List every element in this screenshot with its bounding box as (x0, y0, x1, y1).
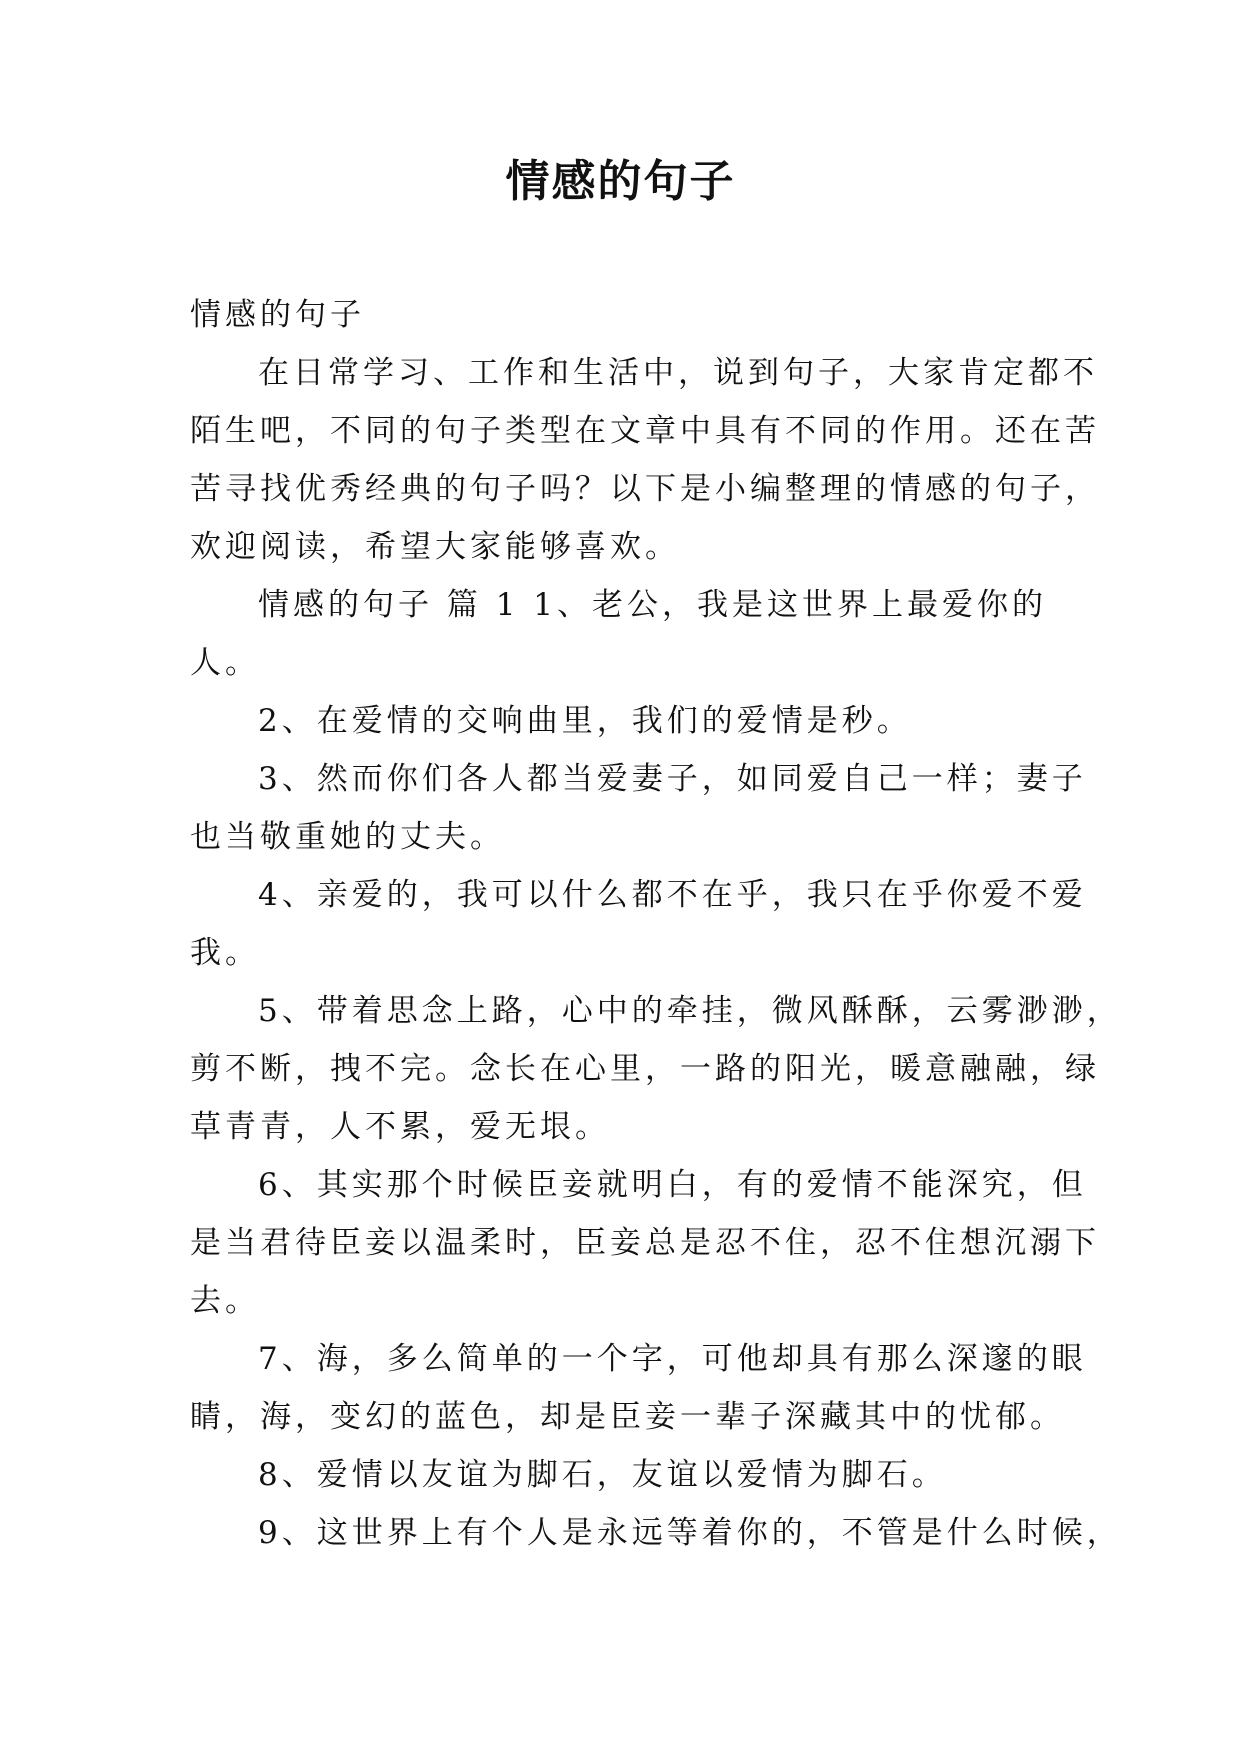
body-line: 9、这世界上有个人是永远等着你的，不管是什么时候， (258, 1515, 1122, 1551)
body-line: 4、亲爱的，我可以什么都不在乎，我只在乎你爱不爱 (258, 877, 1087, 913)
body-line: 欢迎阅读，希望大家能够喜欢。 (190, 529, 680, 565)
body-line: 去。 (190, 1283, 260, 1319)
body-line: 也当敬重她的丈夫。 (190, 819, 505, 855)
body-line: 是当君待臣妾以温柔时，臣妾总是忍不住，忍不住想沉溺下 (190, 1225, 1100, 1261)
body-line: 6、其实那个时候臣妾就明白，有的爱情不能深究，但 (258, 1167, 1087, 1203)
document-title: 情感的句子 (505, 156, 736, 207)
body-line: 8、爱情以友谊为脚石，友谊以爱情为脚石。 (258, 1457, 947, 1493)
body-line: 情感的句子 (190, 297, 365, 333)
body-line: 我。 (190, 935, 260, 971)
body-line: 2、在爱情的交响曲里，我们的爱情是秒。 (258, 703, 912, 739)
body-line: 睛，海，变幻的蓝色，却是臣妾一辈子深藏其中的忧郁。 (190, 1399, 1065, 1435)
body-line: 苦寻找优秀经典的句子吗？以下是小编整理的情感的句子， (190, 471, 1100, 507)
body-line: 陌生吧，不同的句子类型在文章中具有不同的作用。还在苦 (190, 413, 1100, 449)
body-line: 剪不断，拽不完。念长在心里，一路的阳光，暖意融融，绿 (190, 1051, 1100, 1087)
body-line: 情感的句子 篇 1 1、老公，我是这世界上最爱你的 (258, 587, 1048, 623)
body-line: 在日常学习、工作和生活中，说到句子，大家肯定都不 (258, 355, 1098, 391)
body-line: 5、带着思念上路，心中的牵挂，微风酥酥，云雾渺渺， (258, 993, 1122, 1029)
body-line: 草青青，人不累，爱无垠。 (190, 1109, 610, 1145)
document-body (190, 286, 1122, 1562)
body-line: 7、海，多么简单的一个字，可他却具有那么深邃的眼 (258, 1341, 1087, 1377)
body-line: 3、然而你们各人都当爱妻子，如同爱自己一样；妻子 (258, 761, 1087, 797)
body-line: 人。 (190, 645, 260, 681)
